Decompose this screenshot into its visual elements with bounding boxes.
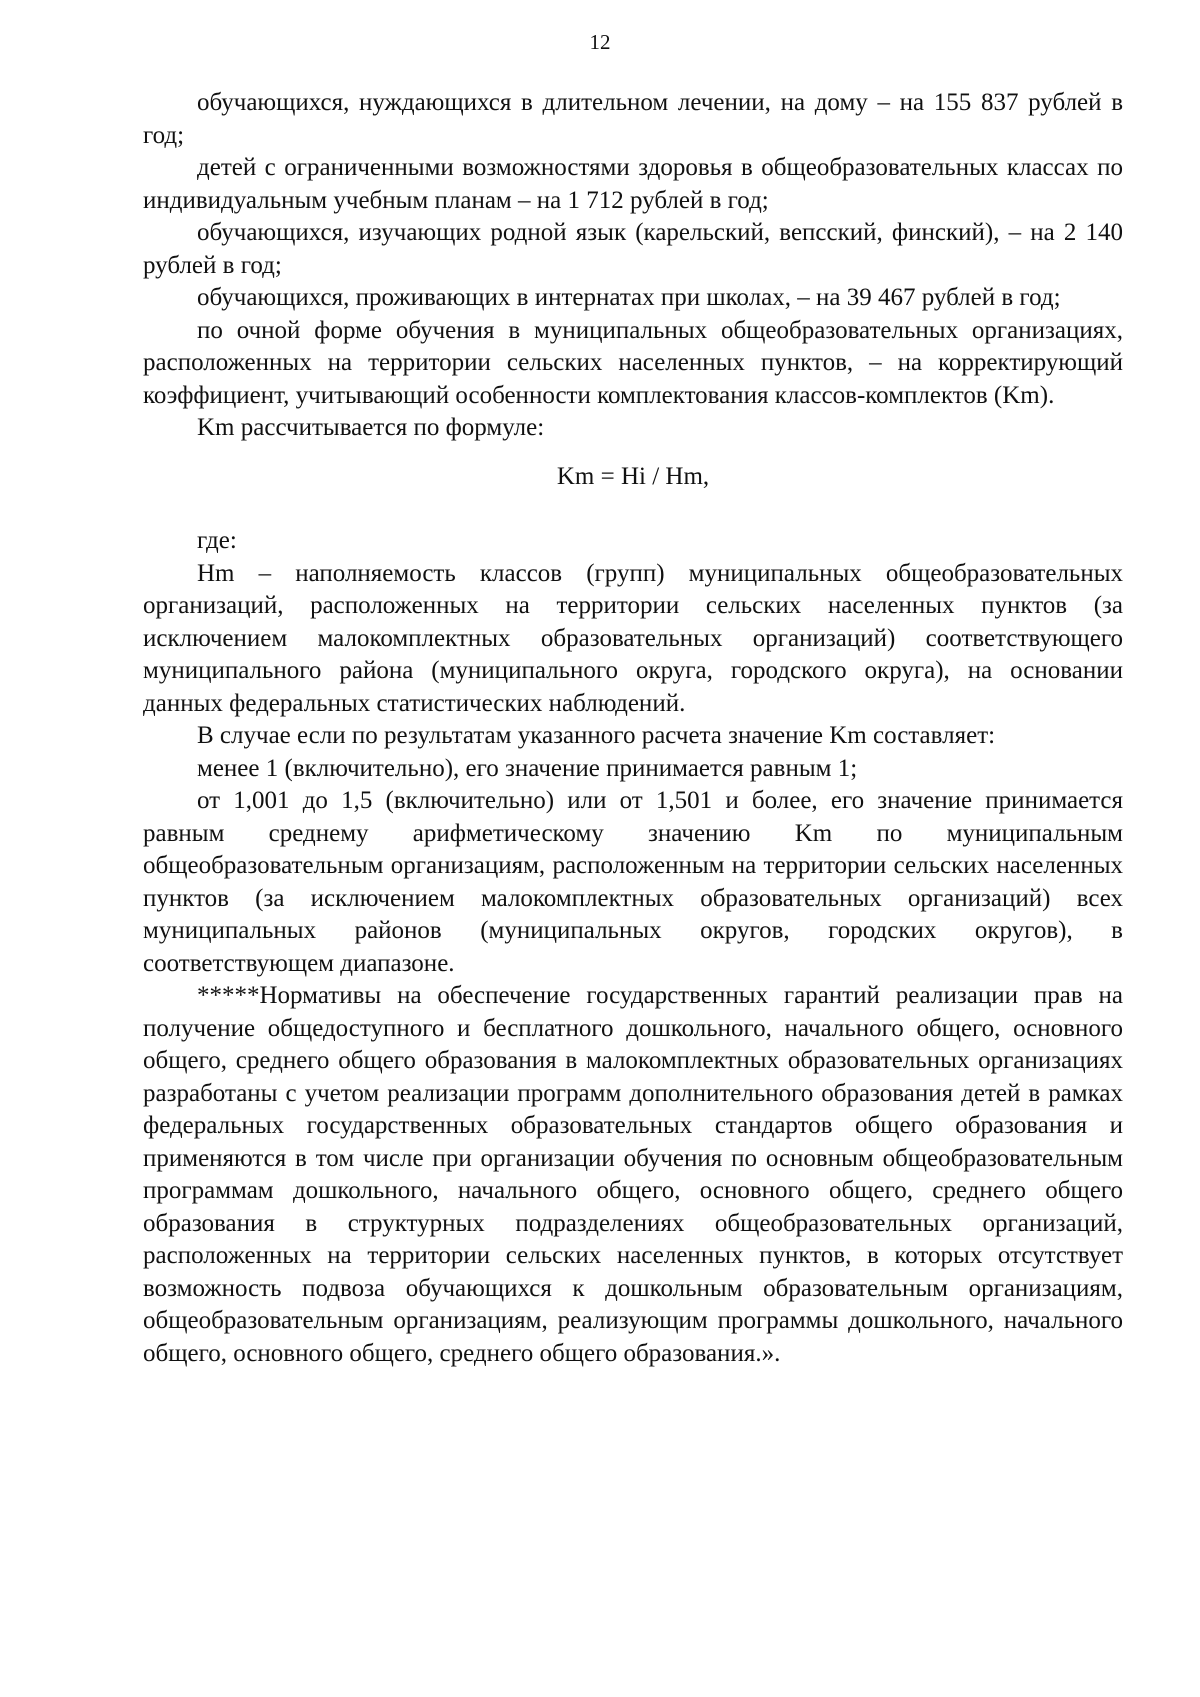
where-label: где: [197,527,237,554]
paragraph-hm-definition: Hm – наполняемость классов (групп) муниципальных общеобразовательных организаций, расположенных на территории сельских населенных пунктов (за исключением малокомплектных образовательных организаций) соответствующего муниципального района (муниципального округа, городского округа), на основании данных федеральных статистических наблюдений. [143,559,1123,717]
paragraph-km-less-than-one: менее 1 (включительно), его значение принимается равным 1; [197,754,858,782]
paragraph-rural-coefficient: по очной форме обучения в муниципальных общеобразовательных организациях, расположенных на территории сельских населенных пунктов, – на корректирующий коэффициент, учитывающий особенности комплектования классов-комплектов (Km). [143,316,1123,409]
paragraph-standards-note: *****Нормативы на обеспечение государственных гарантий реализации прав на получение общедоступного и бесплатного дошкольного, начального общего, основного общего, среднего общего образования в малокомплектных образовательных организациях разработаны с учетом реализации программ дополнительного образования детей в рамках федеральных государственных образовательных стандартов общего образования и применяются в том числе при организации обучения по основным общеобразовательным программам дошкольного, начального общего, основного общего, среднего общего образования в структурных подразделениях общеобразовательных организаций, расположенных на территории сельских населенных пунктов, в которых отсутствует возможность подвоза обучающихся к дошкольным образовательным организациям, общеобразовательным организациям, реализующим программы дошкольного, начального общего, основного общего, среднего общего образования.». [143,982,1123,1367]
paragraph-home-schooling: обучающихся, нуждающихся в длительном лечении, на дому – на 155 837 рублей в год; [143,89,1123,149]
paragraph-formula-intro: Km рассчитывается по формуле: [197,414,545,441]
paragraph-native-language: обучающихся, изучающих родной язык (карельский, вепсский, финский), – на 2 140 рублей в год; [143,219,1123,279]
paragraph-boarding-schools: обучающихся, проживающих в интернатах при школах, – на 39 467 рублей в год; [197,284,1061,311]
document-body [143,87,1123,1370]
paragraph-disabilities: детей с ограниченными возможностями здоровья в общеобразовательных классах по индивидуальным учебным планам – на 1 712 рублей в год; [143,154,1123,214]
page-number: 12 [589,30,611,54]
formula: Km = Hi / Hm, [556,462,710,490]
paragraph-km-cases: В случае если по результатам указанного расчета значение Km составляет: [197,722,996,749]
paragraph-km-range: от 1,001 до 1,5 (включительно) или от 1,501 и более, его значение принимается равным среднему арифметическому значению Km по муниципальным общеобразовательным организациям, расположенным на территории сельских населенных пунктов (за исключением малокомплектных образовательных организаций) всех муниципальных районов (муниципальных округов, городских округов), в соответствующем диапазоне. [143,787,1123,977]
